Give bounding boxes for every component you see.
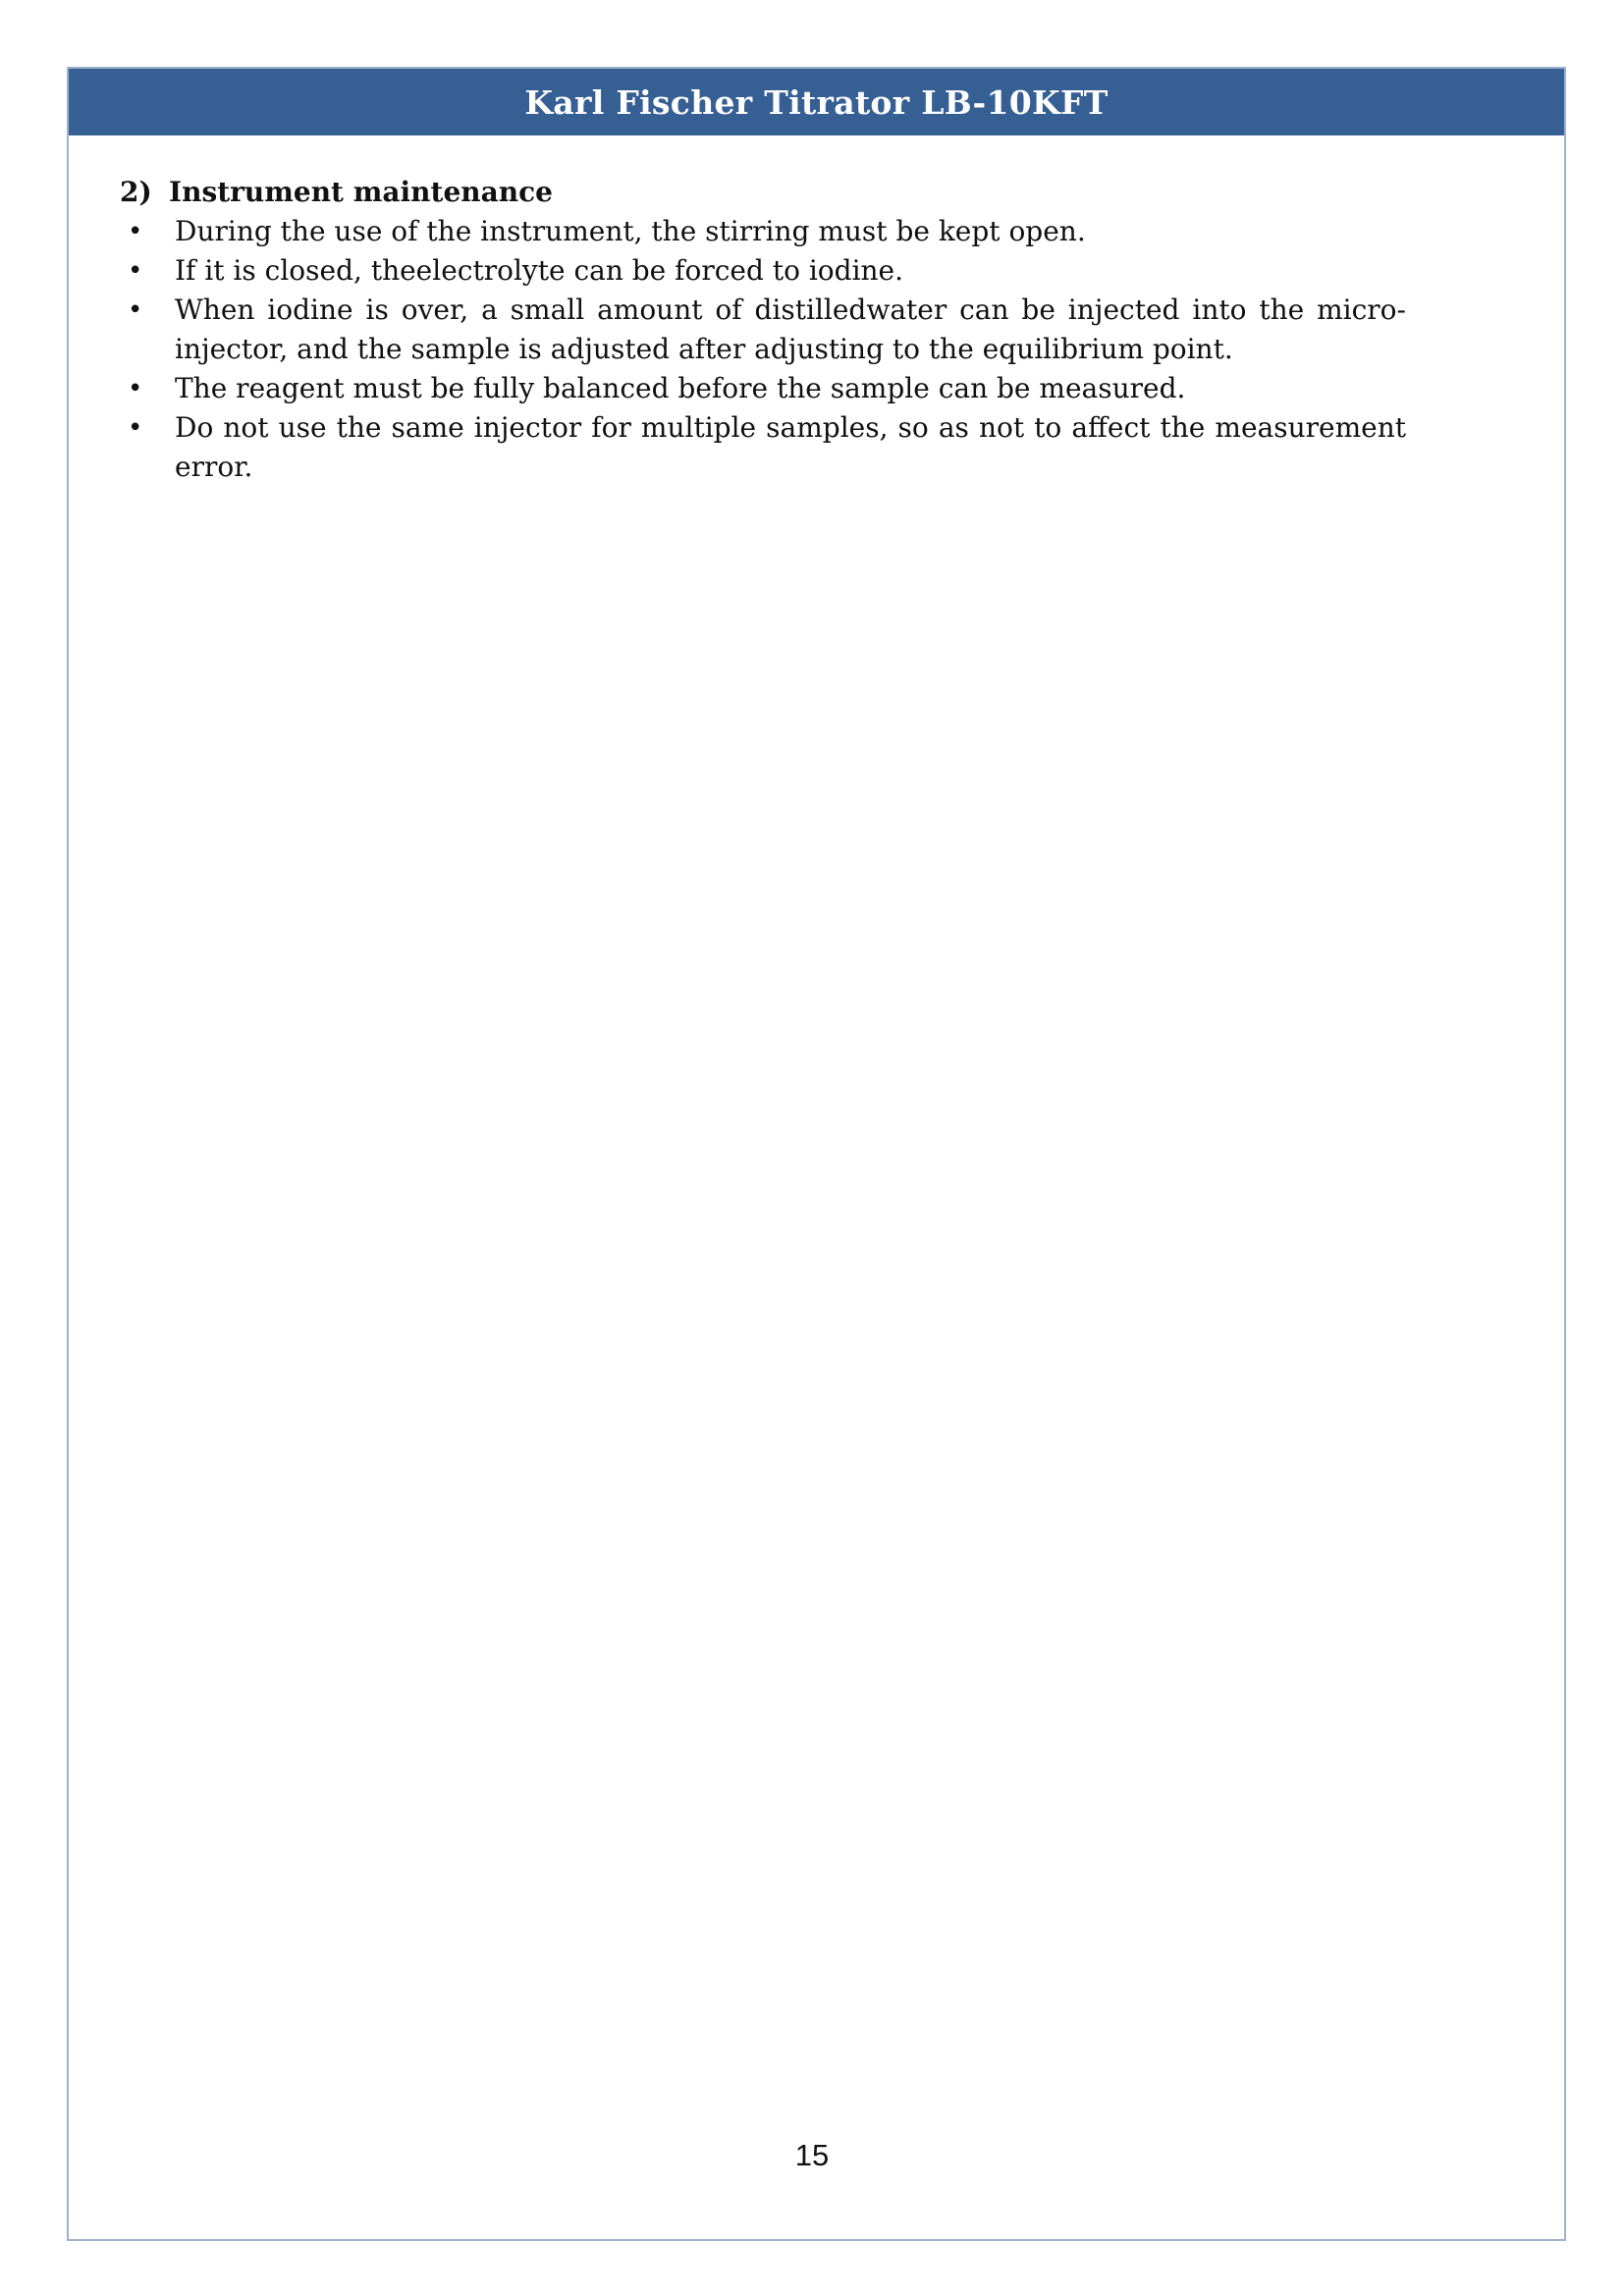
list-item-text: If it is closed, theelectrolyte can be forced to iodine. xyxy=(175,254,904,287)
list-item-text: During the use of the instrument, the stirring must be kept open. xyxy=(175,215,1086,247)
page-number: 15 xyxy=(794,2138,830,2172)
document-title: Karl Fischer Titrator LB-10KFT xyxy=(524,82,1109,122)
list-item-text: When iodine is over, a small amount of distilledwater can be injected into the micro-injector, and the sample is adjusted after adjusting to the equilibrium point. xyxy=(175,294,1406,365)
list-item-text: The reagent must be fully balanced before the sample can be measured. xyxy=(175,372,1186,404)
section-title: Instrument maintenance xyxy=(169,176,553,208)
bullet-icon: • xyxy=(128,217,143,246)
bullet-icon: • xyxy=(128,295,143,325)
bullet-icon: • xyxy=(128,374,143,403)
instrument-maintenance-section xyxy=(120,173,1406,487)
list-item xyxy=(120,251,1406,291)
list-item xyxy=(120,408,1406,487)
list-item xyxy=(120,291,1406,369)
list-item-text: Do not use the same injector for multiple samples, so as not to affect the measurement error. xyxy=(175,411,1406,483)
header-bar xyxy=(69,69,1564,135)
bullet-icon: • xyxy=(128,256,143,286)
list-item xyxy=(120,212,1406,251)
list-item xyxy=(120,369,1406,408)
maintenance-list xyxy=(120,212,1406,487)
bullet-icon: • xyxy=(128,413,143,443)
section-number: 2) xyxy=(120,176,152,208)
section-heading xyxy=(120,173,1406,212)
